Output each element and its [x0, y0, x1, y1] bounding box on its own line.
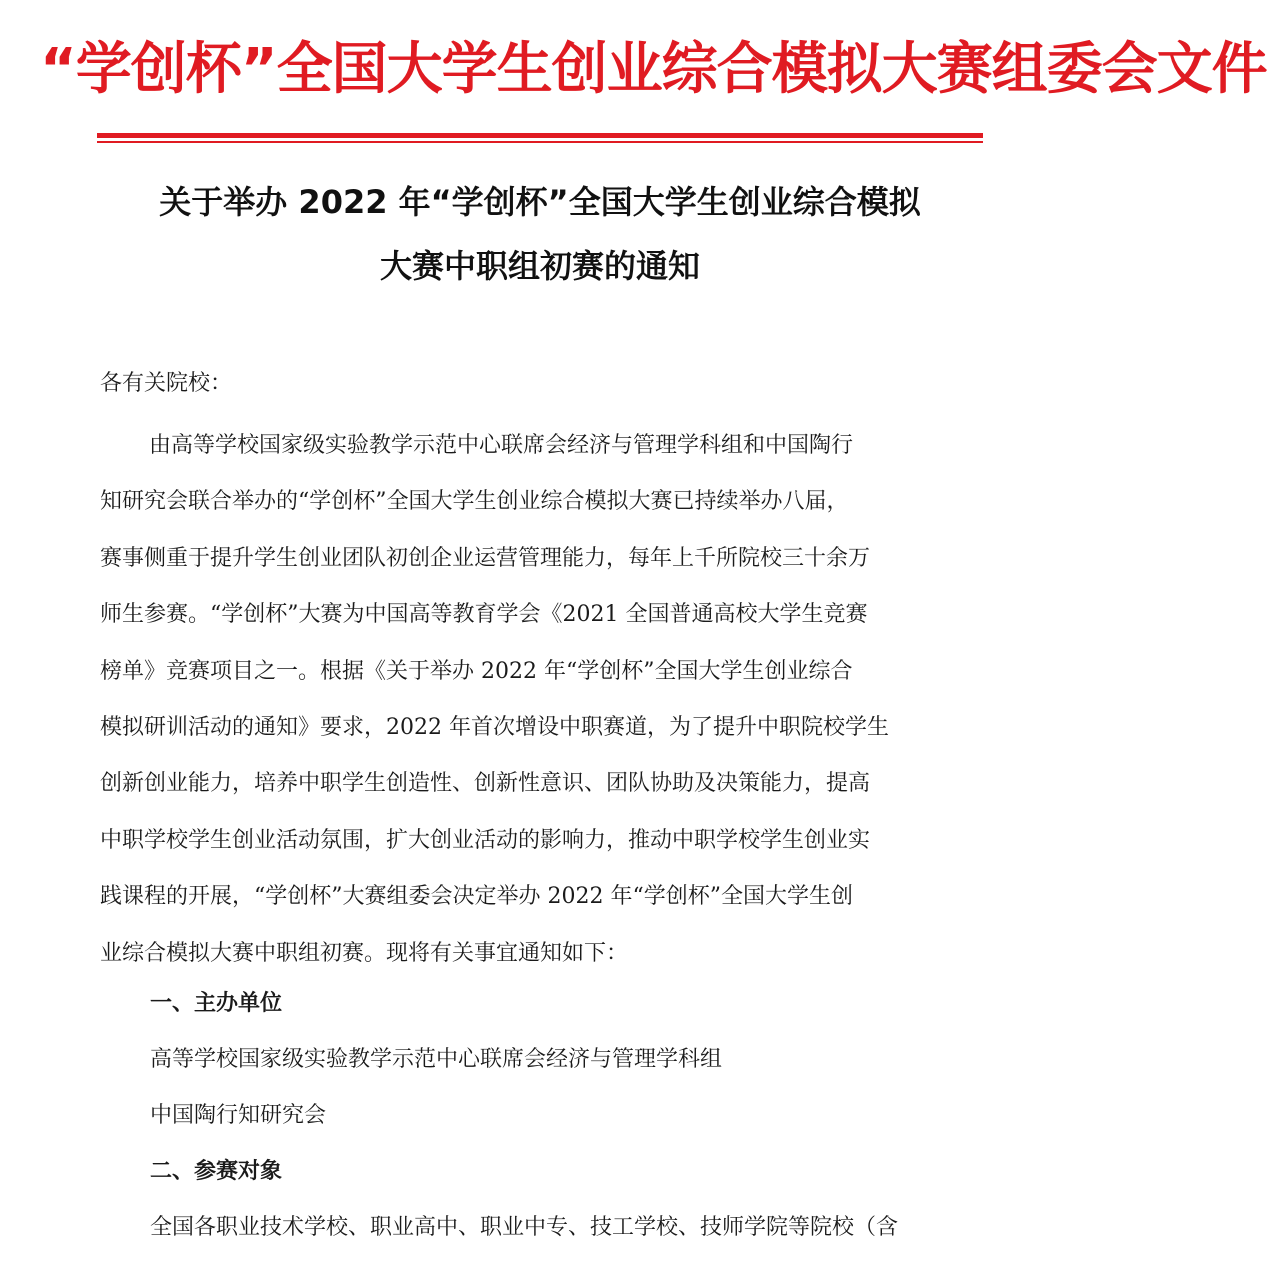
participants-text: 全国各职业技术学校、职业高中、职业中专、技工学校、技师学院等院校（含: [150, 1215, 899, 1240]
paragraph-line: 中职学校学生创业活动氛围，扩大创业活动的影响力，推动中职学校学生创业实: [100, 827, 871, 853]
paragraph-line: 业综合模拟大赛中职组初赛。现将有关事宜通知如下：: [100, 940, 629, 966]
paragraph-line: 模拟研训活动的通知》要求，2022 年首次增设中职赛道，为了提升中职院校学生: [100, 715, 889, 741]
paragraph-line: 赛事侧重于提升学生创业团队初创企业运营管理能力，每年上千所院校三十余万: [100, 545, 871, 571]
intro-paragraph: [100, 418, 980, 982]
masthead-rule-thick: [97, 133, 983, 138]
paragraph-line: 师生参赛。“学创杯”大赛为中国高等教育学会《2021 全国普通高校大学生竞赛: [100, 602, 868, 628]
masthead-rule-thin: [97, 141, 983, 143]
masthead-title: “学创杯”全国大学生创业综合模拟大赛组委会文件: [40, 37, 1267, 102]
notice-title-line2: 大赛中职组初赛的通知: [379, 247, 700, 285]
paragraph-line: 知研究会联合举办的“学创杯”全国大学生创业综合模拟大赛已持续举办八届，: [100, 489, 849, 515]
organizer-item: 高等学校国家级实验教学示范中心联席会经济与管理学科组: [150, 1047, 723, 1072]
notice-title-line1: 关于举办 2022 年“学创杯”全国大学生创业综合模拟: [159, 183, 921, 221]
paragraph-line: 榜单》竞赛项目之一。根据《关于举办 2022 年“学创杯”全国大学生创业综合: [100, 658, 853, 684]
notice-title: [60, 170, 1020, 298]
section-heading-organizer: 一、主办单位: [150, 991, 283, 1016]
organizer-item: 中国陶行知研究会: [150, 1103, 327, 1128]
paragraph-line: 践课程的开展，“学创杯”大赛组委会决定举办 2022 年“学创杯”全国大学生创: [100, 884, 853, 910]
section-heading-participants: 二、参赛对象: [150, 1159, 283, 1184]
paragraph-line: 由高等学校国家级实验教学示范中心联席会经济与管理学科组和中国陶行: [149, 433, 854, 458]
salutation: 各有关院校：: [100, 371, 233, 396]
paragraph-line: 创新创业能力，培养中职学生创造性、创新性意识、团队协助及决策能力，提高: [100, 771, 871, 797]
